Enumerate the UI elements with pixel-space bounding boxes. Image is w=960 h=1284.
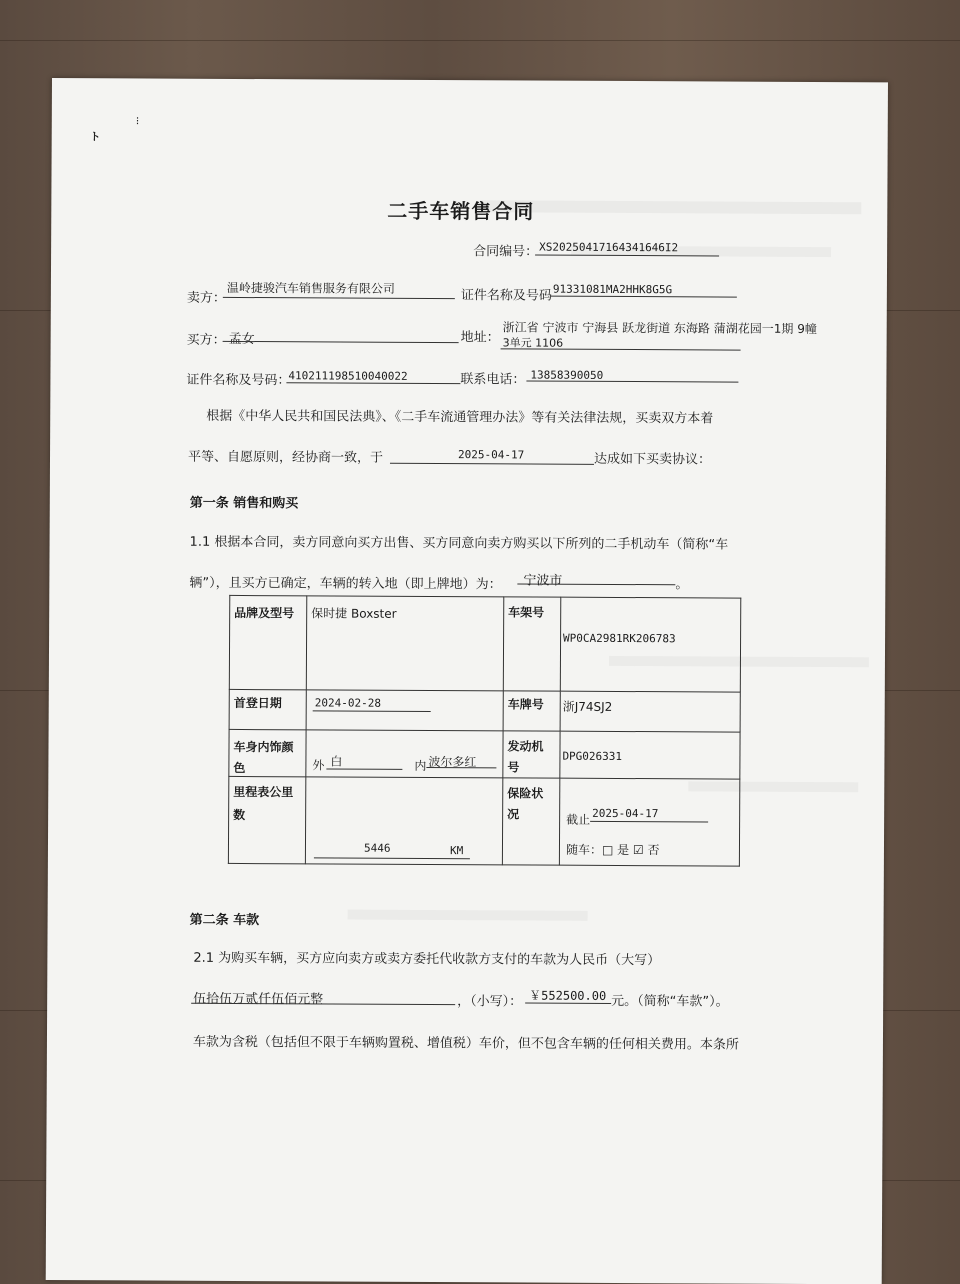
buyer-id: 410211198510040022 xyxy=(288,369,408,383)
intro-line-2b: 达成如下买卖协议： xyxy=(593,451,712,468)
color-cell xyxy=(306,730,503,778)
odo-value: 5446 xyxy=(363,841,391,855)
odo-cell xyxy=(305,777,502,865)
insurance-until-label: 截止 xyxy=(566,812,591,827)
plate-value: 浙J74SJ2 xyxy=(562,699,613,714)
phone: 13858390050 xyxy=(530,368,604,382)
contract-no-underline xyxy=(535,255,719,257)
bleed-through xyxy=(348,910,588,921)
brand-cell xyxy=(306,596,503,691)
amount-small-label: ，（小写）： xyxy=(457,994,523,1010)
amount-number-underline xyxy=(525,1002,611,1003)
buyer-name: 孟女 xyxy=(228,331,255,348)
color-label-2: 色 xyxy=(233,760,246,776)
plate-cell xyxy=(560,691,740,732)
int-color: 波尔多红 xyxy=(428,754,477,770)
insurance-until-underline xyxy=(590,821,708,823)
seller-id-underline xyxy=(551,296,737,298)
agreement-date: 2025-04-17 xyxy=(457,448,525,462)
odo-label-1: 里程表公里 xyxy=(233,784,294,800)
vin-cell xyxy=(560,597,740,692)
ext-color-underline xyxy=(326,768,402,769)
insurance-cell xyxy=(559,778,739,866)
address-line2: 3单元 1106 xyxy=(502,336,564,350)
article-2-title: 第二条 车款 xyxy=(189,912,260,929)
buyer-underline xyxy=(223,341,459,343)
odo-underline xyxy=(314,857,470,859)
contract-page xyxy=(46,78,888,1284)
seller-id: 91331081MA2HHK8G5G xyxy=(552,282,673,297)
brand-label-cell xyxy=(229,595,306,689)
amount-suffix: 元。（简称“车款”）。 xyxy=(611,993,729,1010)
brand-label: 品牌及型号 xyxy=(234,605,295,621)
color-label-1: 车身内饰颜 xyxy=(233,739,294,755)
first-reg-label-cell xyxy=(229,689,306,729)
vin-value: WP0CA2981RK206783 xyxy=(563,631,676,646)
address-line1: 浙江省 宁波市 宁海县 跃龙街道 东海路 蒲湖花园一1期 9幢 xyxy=(502,320,817,337)
bleed-through xyxy=(481,200,861,214)
article-2-para-3: 车款为含税（包括但不限于车辆购置税、增值税）车价，但不包含车辆的任何相关费用。本条所 xyxy=(192,1034,740,1053)
engine-cell xyxy=(560,731,740,779)
insurance-label-cell xyxy=(502,778,559,865)
amount-words: 伍拾伍万贰仟伍佰元整 xyxy=(193,991,324,1008)
insurance-until: 2025-04-17 xyxy=(592,806,659,821)
plate-label: 车牌号 xyxy=(507,697,544,712)
article-1-para-2-end: 。 xyxy=(675,577,689,593)
phone-underline xyxy=(526,380,738,382)
odo-unit: KM xyxy=(449,844,464,858)
address-label: 地址： xyxy=(460,330,500,346)
ext-prefix: 外 xyxy=(312,758,325,773)
buyer-id-underline xyxy=(286,382,460,384)
insurance-label-1: 保险状 xyxy=(507,786,544,801)
int-prefix: 内 xyxy=(414,758,427,773)
seller-id-label: 证件名称及号码 xyxy=(460,288,552,304)
vin-label: 车架号 xyxy=(508,605,545,620)
with-car-options: 随车：□ 是 ☑ 否 xyxy=(565,842,660,858)
ink-mark: ⁝ xyxy=(135,114,140,128)
phone-label: 联系电话： xyxy=(460,372,526,388)
color-label-cell xyxy=(229,729,306,776)
first-reg-cell xyxy=(306,690,503,731)
page-title: 二手车销售合同 xyxy=(387,198,535,224)
insurance-label-2: 况 xyxy=(507,807,520,822)
date-underline xyxy=(390,463,594,465)
article-2-para-1: 2.1 为购买车辆，买方应向卖方或卖方委托代收款方支付的车款为人民币（大写） xyxy=(193,950,661,969)
engine-label-cell xyxy=(503,731,560,778)
intro-line-2a: 平等、自愿原则，经协商一致，于 xyxy=(187,449,384,466)
first-reg-underline xyxy=(313,710,431,712)
intro-line-1: 根据《中华人民共和国民法典》、《二手车流通管理办法》等有关法律法规，买卖双方本着 xyxy=(206,408,714,427)
buyer-label: 买方： xyxy=(186,332,226,348)
ext-color: 白 xyxy=(330,754,343,769)
transfer-city: 宁波市 xyxy=(523,573,563,589)
engine-label-1: 发动机 xyxy=(507,739,544,754)
vin-label-cell xyxy=(503,597,560,691)
vehicle-table xyxy=(228,595,741,867)
contract-no-label: 合同编号： xyxy=(473,244,539,260)
first-reg-value: 2024-02-28 xyxy=(314,696,381,710)
seller-label: 卖方： xyxy=(186,290,226,306)
buyer-id-label: 证件名称及号码： xyxy=(186,372,291,389)
odo-label-cell xyxy=(228,776,305,863)
engine-label-2: 号 xyxy=(507,760,520,775)
odo-label-2: 数 xyxy=(233,807,246,823)
ink-mark: ト xyxy=(89,130,101,144)
contract-no: XS20250417164341646I2 xyxy=(539,240,679,255)
article-1-para-1: 1.1 根据本合同，卖方同意向买方出售、买方同意向卖方购买以下所列的二手机动车（简称“车 xyxy=(189,534,729,553)
first-reg-label: 首登日期 xyxy=(233,695,282,711)
seller-underline xyxy=(223,297,455,299)
article-1-para-2: 辆”），且买方已确定，车辆的转入地（即上牌地）为： xyxy=(189,575,502,593)
brand-value: 保时捷 Boxster xyxy=(311,606,397,621)
amount-number: ￥552500.00 xyxy=(529,988,607,1003)
seller-name: 温岭捷骏汽车销售服务有限公司 xyxy=(226,280,395,296)
plate-label-cell xyxy=(503,691,560,731)
article-1-title: 第一条 销售和购买 xyxy=(189,495,299,512)
engine-value: DPG026331 xyxy=(562,749,623,763)
